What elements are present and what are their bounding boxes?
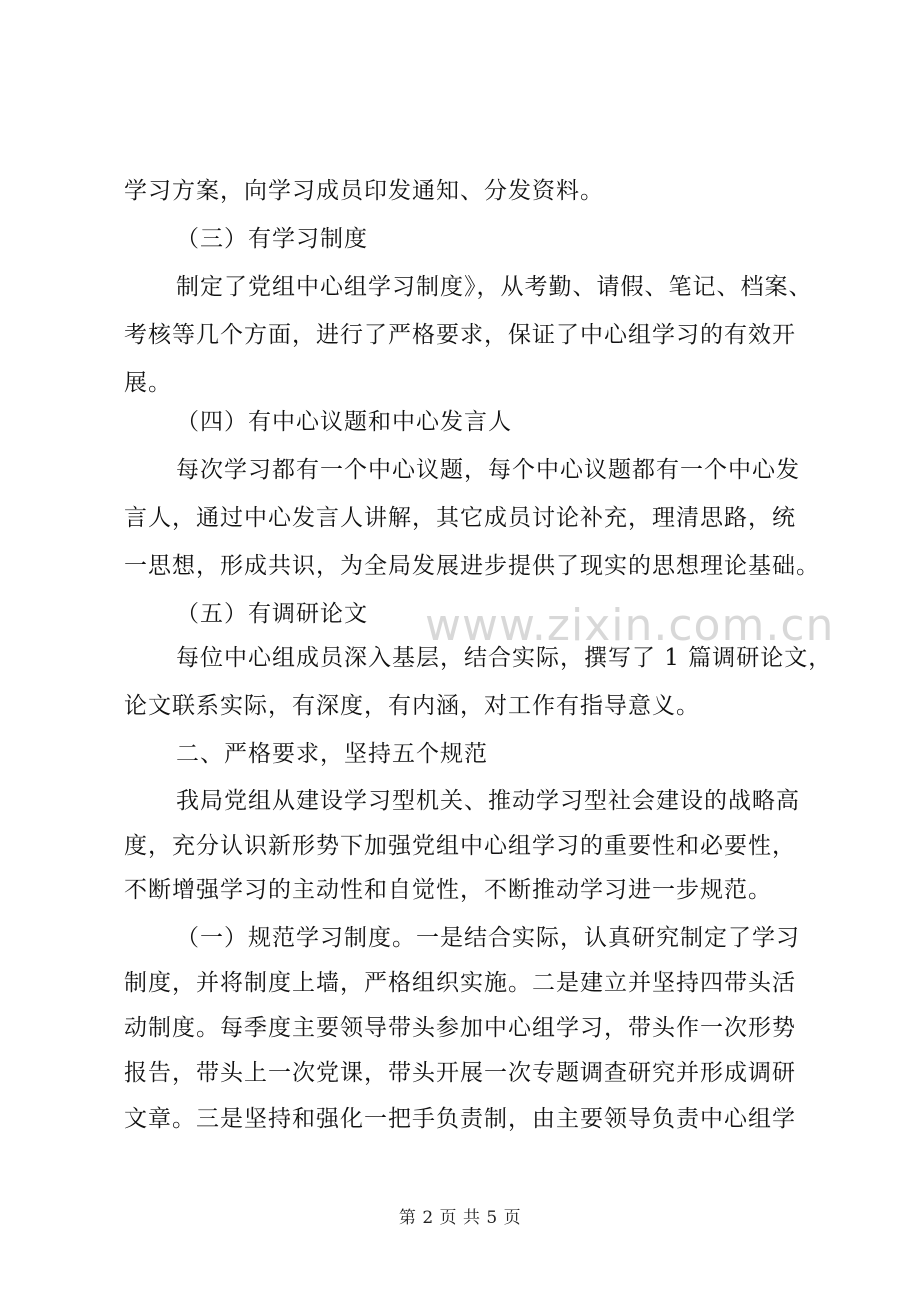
- text-line: 不断增强学习的主动性和自觉性，不断推动学习进一步规范。: [124, 877, 772, 903]
- text-line: 学习方案，向学习成员印发通知、分发资料。: [124, 178, 604, 204]
- text-line: 制定了党组中心组学习制度》，从考勤、请假、笔记、档案、: [176, 274, 813, 300]
- text-line: 动制度。每季度主要领导带头参加中心组学习，带头作一次形势: [124, 1015, 796, 1041]
- text-line: 展。: [124, 370, 172, 396]
- text-line: 考核等几个方面，进行了严格要求，保证了中心组学习的有效开: [124, 322, 796, 348]
- text-line: 论文联系实际，有深度，有内涵，对工作有指导意义。: [124, 693, 700, 719]
- text-line: 文章。三是坚持和强化一把手负责制，由主要领导负责中心组学: [124, 1106, 796, 1132]
- text-line: 言人，通过中心发言人讲解，其它成员讨论补充，理清思路，统: [124, 505, 796, 531]
- section-heading: （五）有调研论文: [176, 601, 368, 627]
- text-line: 一思想，形成共识，为全局发展进步提供了现实的思想理论基础。: [124, 553, 820, 579]
- page-number-footer: 第 2 页 共 5 页: [398, 1208, 522, 1228]
- text-line: （一）规范学习制度。一是结合实际，认真研究制定了学习: [176, 925, 800, 951]
- section-heading: 二、严格要求，坚持五个规范: [176, 741, 488, 767]
- text-line: 制度，并将制度上墙，严格组织实施。二是建立并坚持四带头活: [124, 970, 796, 996]
- text-line: 度，充分认识新形势下加强党组中心组学习的重要性和必要性，: [124, 833, 796, 859]
- watermark: www.zixin.com.cn: [425, 600, 835, 651]
- text-line: 报告，带头上一次党课，带头开展一次专题调查研究并形成调研: [124, 1060, 796, 1086]
- section-heading: （三）有学习制度: [176, 226, 368, 252]
- text-line: 每次学习都有一个中心议题，每个中心议题都有一个中心发: [176, 457, 800, 483]
- text-line: 我局党组从建设学习型机关、推动学习型社会建设的战略高: [176, 788, 800, 814]
- text-line: 每位中心组成员深入基层，结合实际，撰写了 1 篇调研论文，: [176, 645, 833, 671]
- section-heading: （四）有中心议题和中心发言人: [176, 409, 512, 435]
